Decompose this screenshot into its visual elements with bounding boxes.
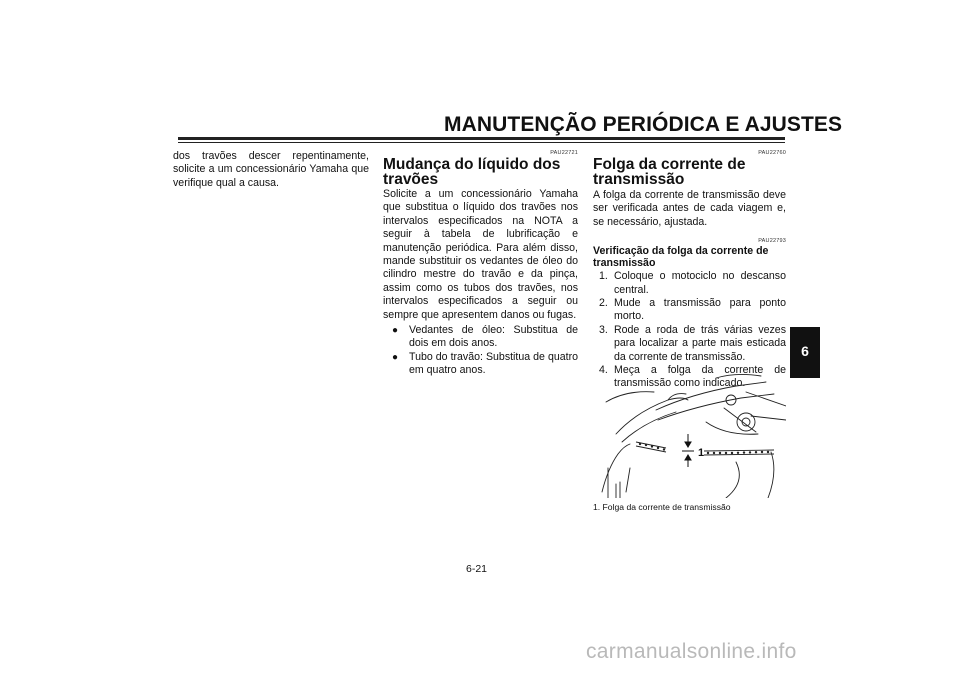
watermark: carmanualsonline.info — [586, 640, 797, 663]
step-number: 3. — [599, 323, 608, 336]
column-1 — [173, 150, 369, 190]
step-text: Rode a roda de trás várias vezes para localizar a parte mais esticada da corrente de transmissão. — [614, 323, 786, 363]
figure-callout-label: 1 — [698, 447, 705, 459]
column-3 — [593, 150, 786, 391]
figure-caption: 1. Folga da corrente de transmissão — [593, 502, 731, 512]
bullet-list — [383, 324, 578, 378]
step-number: 1. — [599, 270, 608, 283]
continued-paragraph: dos travões descer repentinamente, solicite a um concessionário Yamaha que verifique qual a causa. — [173, 150, 369, 189]
subsection-heading-check-slack: Verificação da folga da corrente de transmissão — [593, 245, 769, 270]
section-code: PAU22760 — [758, 150, 786, 156]
list-item — [593, 270, 786, 297]
list-item — [383, 351, 578, 378]
step-text: Mude a transmissão para ponto morto. — [614, 297, 786, 323]
illustration-drawing — [596, 372, 786, 498]
brake-fluid-paragraph: Solicite a um concessionário Yamaha que substitua o líquido dos travões nos intervalos especificados na NOTA a seguir à tabela de lubrificação e manutenção periódica. Para além disso, mande substituir os vedantes de óleo do cilindro mestre do travão e da pinça, assim como os tubos dos travões, nos intervalos especificados a seguir ou sempre que apresentem danos ou fugas. — [383, 188, 578, 321]
list-item — [383, 324, 578, 351]
list-item — [593, 297, 786, 324]
bullet-icon: ● — [392, 325, 399, 337]
header-rule — [178, 137, 785, 140]
page-number: 6-21 — [466, 563, 488, 575]
chain-slack-paragraph: A folga da corrente de transmissão deve ser verificada antes de cada viagem e, se necessário, ajustada. — [593, 189, 786, 228]
section-heading-chain-slack: Folga da corrente de transmissão — [593, 156, 746, 188]
chapter-tab-label: 6 — [801, 343, 809, 359]
list-item-text: Vedantes de óleo: Substitua de dois em dois anos. — [409, 324, 578, 350]
step-number: 2. — [599, 297, 608, 310]
step-number: 4. — [599, 364, 608, 377]
section-code: PAU22793 — [758, 238, 786, 245]
list-item — [593, 324, 786, 364]
list-item-text: Tubo do travão: Substitua de quatro em quatro anos. — [409, 350, 578, 377]
bullet-icon: ● — [392, 351, 399, 363]
header-rule-thin — [178, 142, 785, 143]
page-title: MANUTENÇÃO PERIÓDICA E AJUSTES — [444, 113, 843, 136]
section-heading-brake-fluid: Mudança do líquido dos travões — [383, 156, 561, 188]
chain-slack-illustration — [596, 372, 786, 498]
step-text: Coloque o motociclo no descanso central. — [614, 270, 786, 296]
step-text: Meça a folga da corrente de transmissão como indicado. — [614, 364, 786, 390]
chapter-tab — [790, 327, 820, 378]
section-code: PAU22721 — [550, 150, 578, 156]
column-2 — [383, 150, 578, 378]
